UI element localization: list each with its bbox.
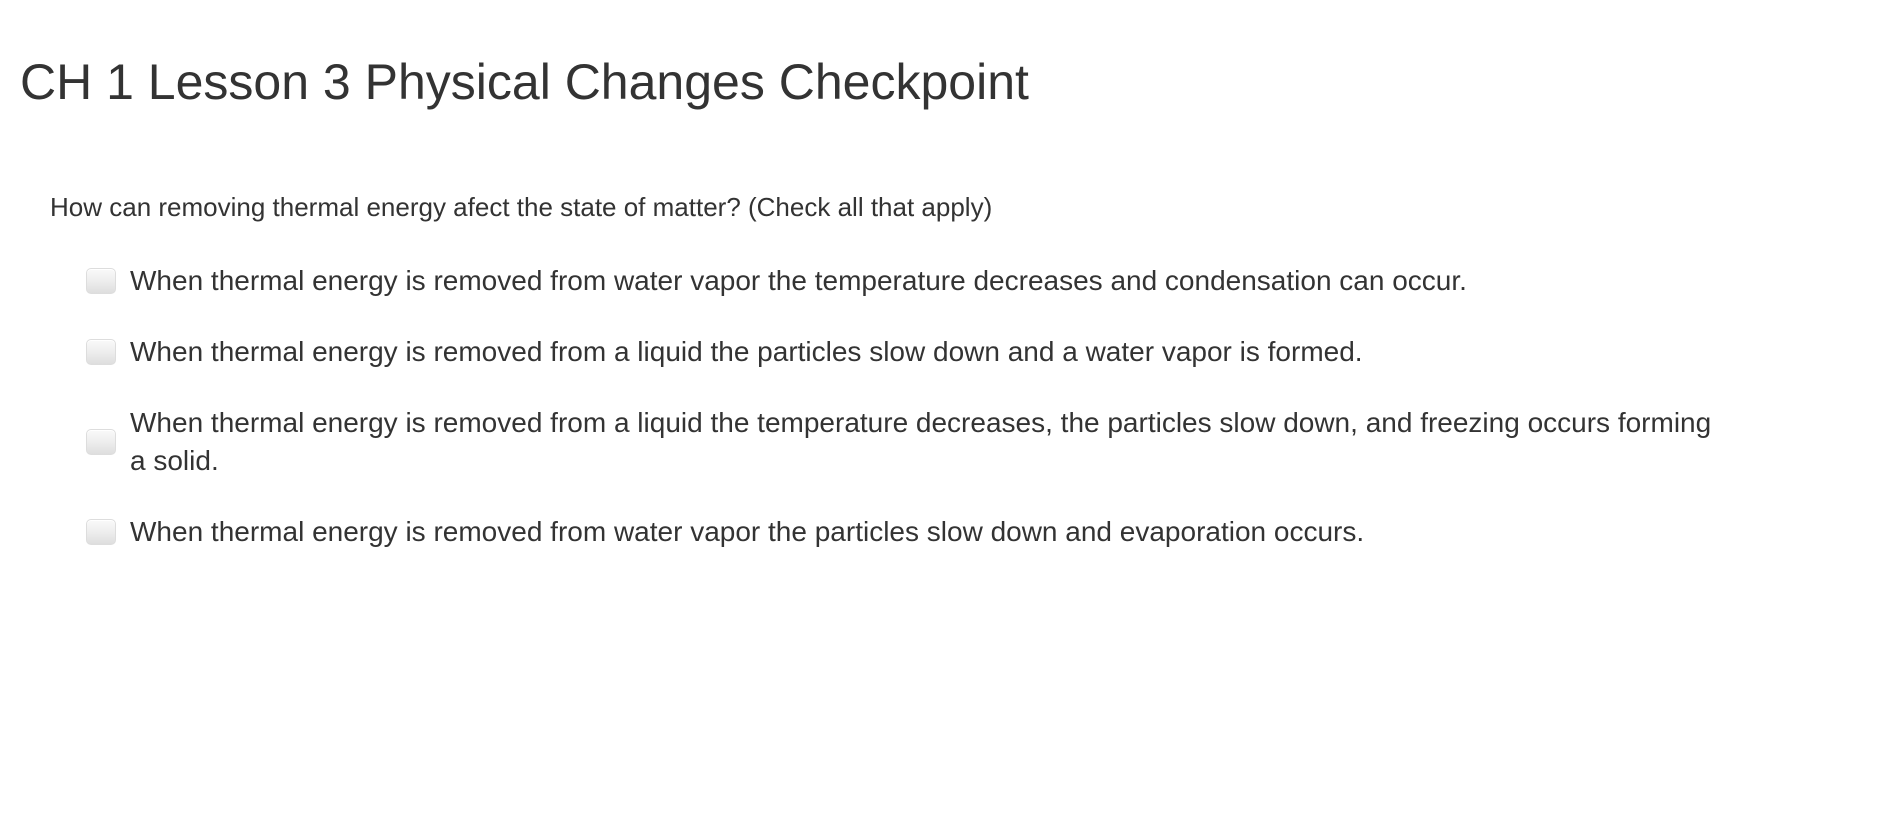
answer-checkbox-2[interactable] — [86, 339, 116, 365]
answer-option-1[interactable] — [86, 262, 1786, 300]
answer-checkbox-3[interactable] — [86, 429, 116, 455]
question-text: How can removing thermal energy afect the state of matter? (Check all that apply) — [50, 192, 993, 222]
answer-list — [86, 262, 1786, 551]
answer-option-2[interactable] — [86, 333, 1786, 371]
answer-checkbox-1[interactable] — [86, 268, 116, 294]
page-title: CH 1 Lesson 3 Physical Changes Checkpoint — [20, 54, 1029, 110]
answer-label-4[interactable]: When thermal energy is removed from water vapor the particles slow down and evaporation occurs. — [130, 516, 1365, 547]
answer-option-3[interactable] — [86, 404, 1786, 480]
answer-label-2[interactable]: When thermal energy is removed from a liquid the particles slow down and a water vapor is formed. — [130, 336, 1363, 367]
answer-label-1[interactable]: When thermal energy is removed from water vapor the temperature decreases and condensation can occur. — [130, 265, 1467, 296]
answer-checkbox-4[interactable] — [86, 519, 116, 545]
answer-option-4[interactable] — [86, 513, 1786, 551]
answer-label-3[interactable]: When thermal energy is removed from a liquid the temperature decreases, the particles slow down, and freezing occurs forming a solid. — [130, 407, 1712, 476]
